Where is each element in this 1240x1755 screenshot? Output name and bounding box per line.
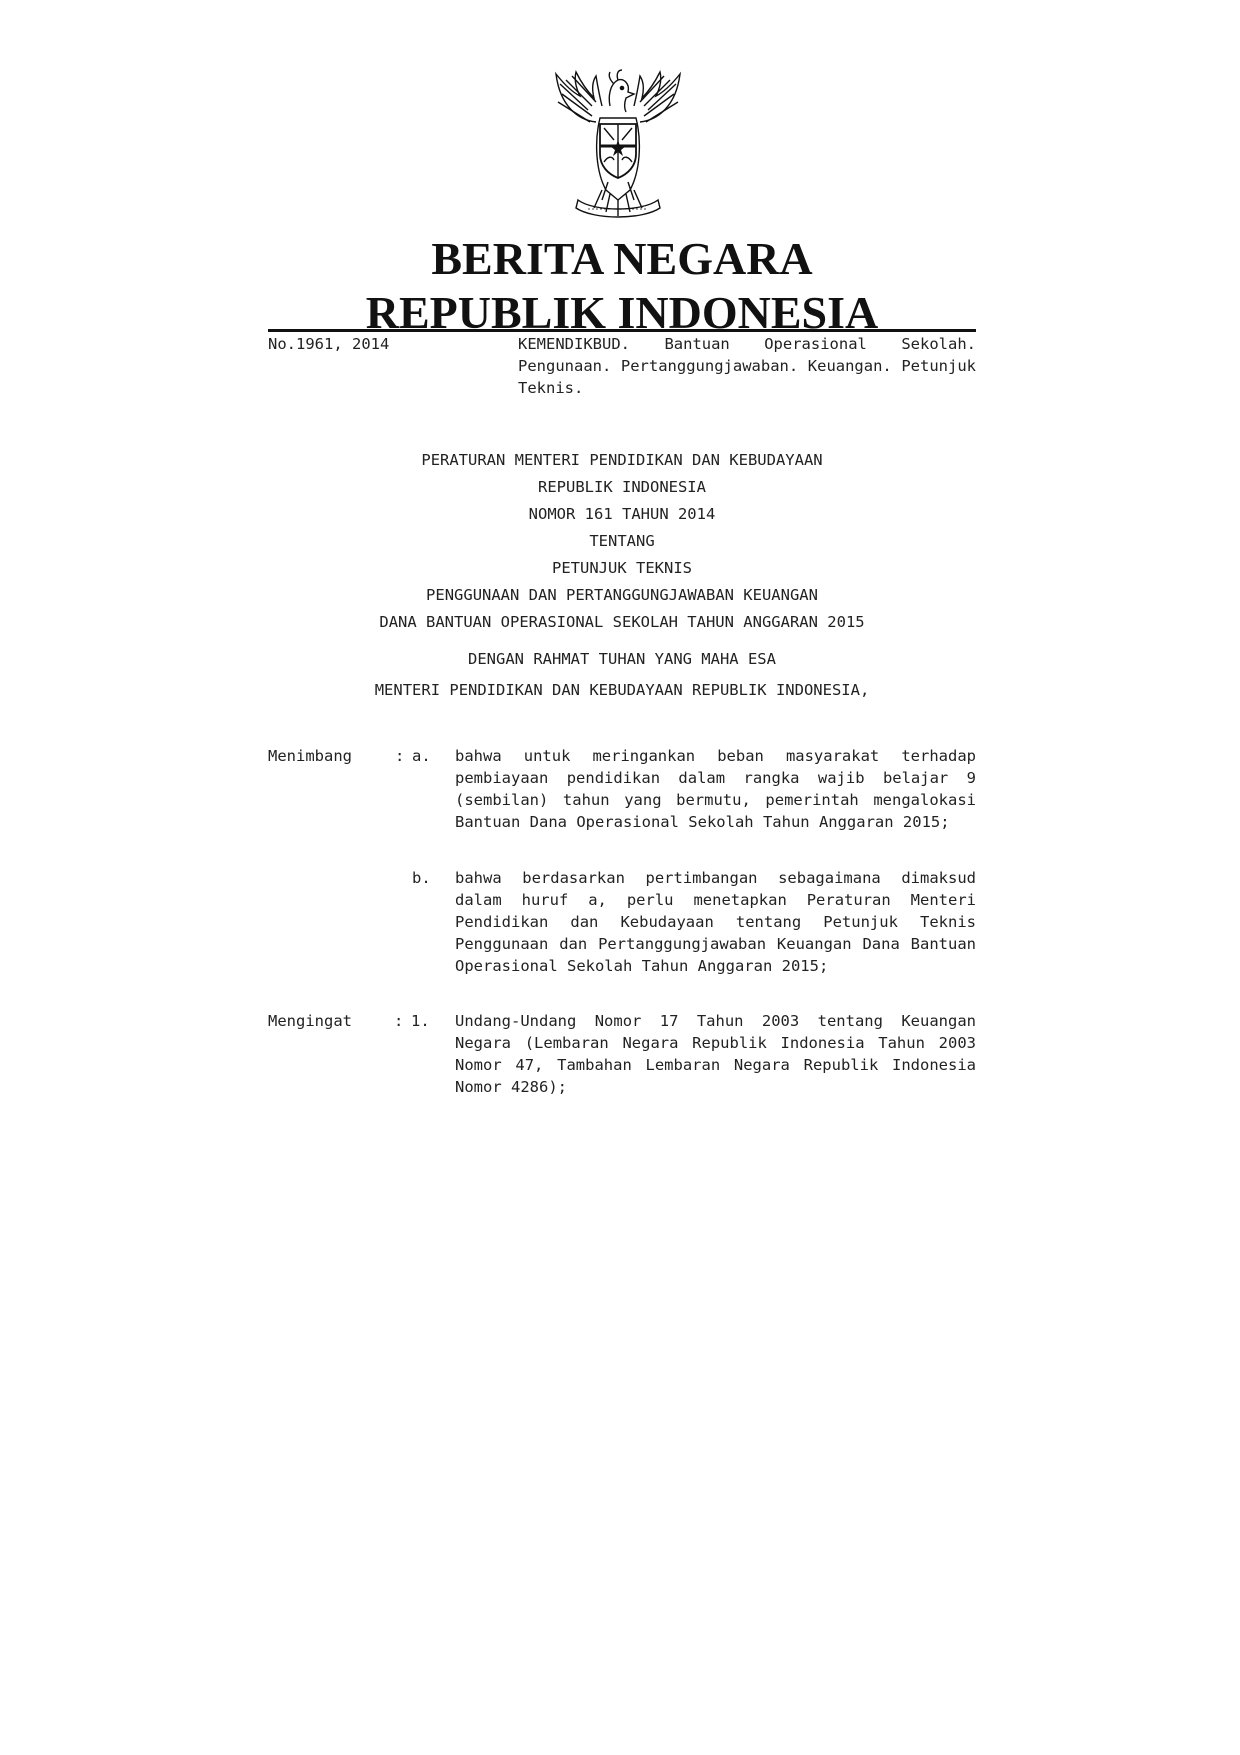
masthead-line-1: BERITA NEGARA (431, 233, 813, 284)
authority: MENTERI PENDIDIKAN DAN KEBUDAYAAN REPUBLIK INDONESIA, (374, 681, 870, 699)
mengingat-label: Mengingat (268, 1012, 352, 1030)
item-text: bahwa untuk meringankan beban masyarakat terhadap pembiayaan pendidikan dalam rangka wajib belajar 9 (sembilan) tahun yang bermutu, pemerintah mengalokasi Bantuan Dana Operasional Sekolah Tahun Anggaran 2015; (455, 747, 976, 831)
heading-line: DANA BANTUAN OPERASIONAL SEKOLAH TAHUN ANGGARAN 2015 (379, 613, 865, 631)
item-marker: a. (412, 747, 431, 765)
heading-line: PERATURAN MENTERI PENDIDIKAN DAN KEBUDAYAAN (421, 451, 823, 469)
item-marker: b. (412, 869, 431, 887)
heading-line: TENTANG (589, 532, 655, 550)
heading-line: PETUNJUK TEKNIS (552, 559, 692, 577)
issue-number: No.1961, 2014 (268, 335, 390, 353)
garuda-pancasila-emblem-icon (538, 62, 698, 222)
item-text: bahwa berdasarkan pertimbangan sebagaimana dimaksud dalam huruf a, perlu menetapkan Peraturan Menteri Pendidikan dan Kebudayaan tentang Petunjuk Teknis Penggunaan dan Pertanggungjawaban Keuangan Dana Bantuan Operasional Sekolah Tahun Anggaran 2015; (455, 869, 976, 975)
masthead-divider (268, 329, 976, 332)
heading-line: PENGGUNAAN DAN PERTANGGUNGJAWABAN KEUANGAN (426, 586, 818, 604)
masthead-line-2: REPUBLIK INDONESIA (365, 287, 879, 338)
opening-formula (268, 646, 976, 704)
invocation: DENGAN RAHMAT TUHAN YANG MAHA ESA (468, 650, 776, 668)
masthead-title (268, 232, 976, 340)
heading-line: REPUBLIK INDONESIA (538, 478, 706, 496)
mengingat-colon: : (394, 1012, 404, 1030)
menimbang-colon: : (395, 747, 405, 765)
menimbang-label: Menimbang (268, 747, 352, 765)
issue-subject: KEMENDIKBUD. Bantuan Operasional Sekolah. Pengunaan. Pertanggungjawaban. Keuangan. Petunjuk Teknis. (518, 335, 976, 397)
item-marker: 1. (411, 1012, 430, 1030)
item-text: Undang-Undang Nomor 17 Tahun 2003 tentang Keuangan Negara (Lembaran Negara Republik Indonesia Tahun 2003 Nomor 47, Tambahan Lembaran Negara Republik Indonesia Nomor 4286); (455, 1012, 976, 1096)
heading-line: NOMOR 161 TAHUN 2014 (528, 505, 716, 523)
regulation-heading (268, 447, 976, 636)
